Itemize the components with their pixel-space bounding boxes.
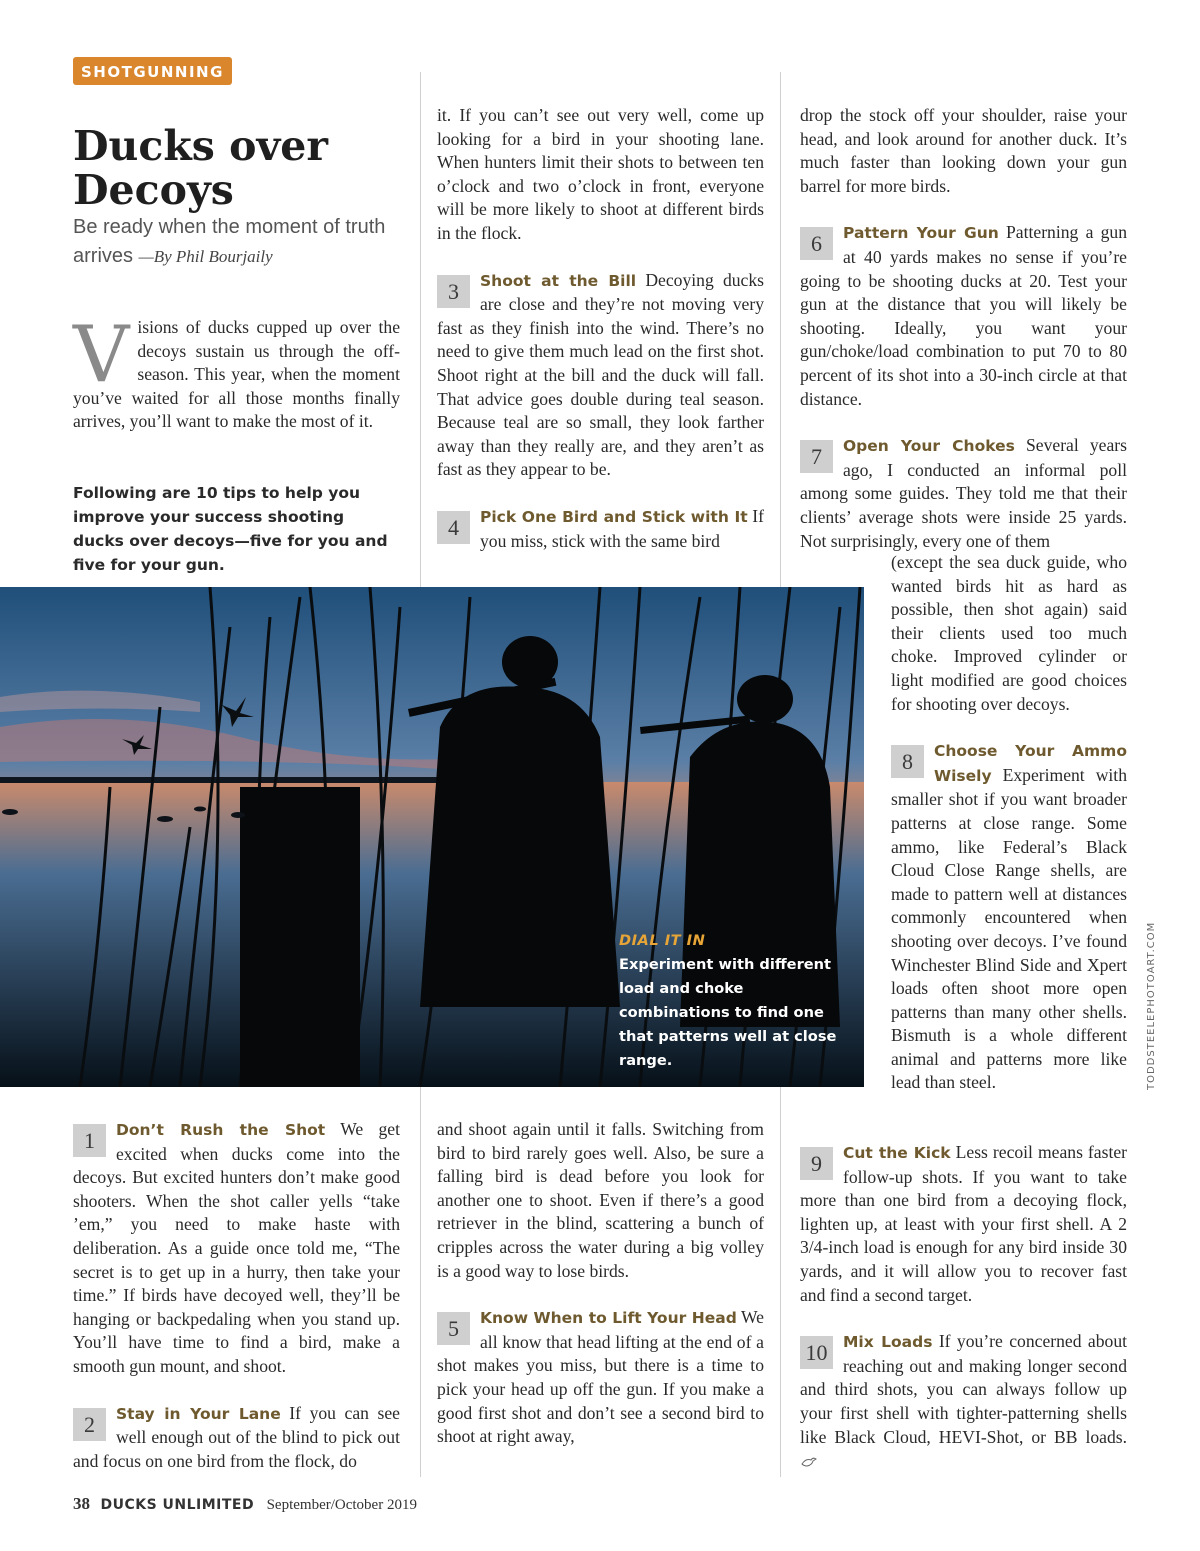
- tip-text: If you’re concerned about reaching out and making longer second and third shots, you can always follow up your first shell with tighter-patterning shells like Black Cloud, HEVI-Shot, or BB loads.: [800, 1331, 1127, 1447]
- column-3-bottom: [800, 1141, 1127, 1473]
- tip-text: Several years ago, I conducted an informal poll among some guides. They told me that their clients’ average shots were inside 25 yards. Not surprisingly, every one of them: [800, 435, 1127, 551]
- column-rule: [420, 72, 421, 587]
- tip-5: [437, 1306, 764, 1449]
- tip-text: Less recoil means faster follow-up shots. If you want to take more than one bird from a decoying flock, lighten up, at least with your first shell. A 2 3/4-inch load is enough for any bird inside 30 yards, and it will allow you to recover fast and find a second target.: [800, 1142, 1127, 1305]
- byline: —By Phil Bourjaily: [138, 247, 273, 266]
- issue-date: September/October 2019: [266, 1497, 417, 1513]
- tip-title: Shoot at the Bill: [480, 271, 637, 290]
- photo-caption: [619, 929, 851, 1073]
- tip-number: 7: [800, 440, 833, 473]
- tip-text: Decoying ducks are close and they’re not moving very fast as they finish into the wind. There’s no need to give them much lead on the first shot. Shoot right at the bill and the duck will fall. That advice goes double during teal season. Because teal are so small, they look farther away than they really are, and they aren’t as fast as they appear to be.: [437, 269, 764, 480]
- page-number: 38: [73, 1494, 90, 1513]
- tip-number: 8: [891, 745, 924, 778]
- headline: Ducks over Decoys: [73, 122, 328, 214]
- column-1-bottom: [73, 1118, 400, 1473]
- drop-cap: V: [73, 310, 130, 400]
- tip-title: Know When to Lift Your Head: [480, 1309, 737, 1328]
- tip-text: If you can see well enough out of the blind to pick out and focus on one bird from the flock, do: [73, 1402, 400, 1471]
- tip-1: [73, 1118, 400, 1379]
- tip-number: 9: [800, 1147, 833, 1180]
- tip-title: Cut the Kick: [843, 1144, 951, 1162]
- tip-title: Open Your Chokes: [843, 437, 1015, 456]
- lead-text: isions of ducks cupped up over the decoys sustain us through the off-season. This year, when the moment you’ve waited for all those months finally arrives, you’ll want to make the most of it.: [73, 317, 400, 432]
- column-3-top: [800, 104, 1127, 553]
- tip-8: [891, 739, 1127, 1095]
- continuation-text: (except the sea duck guide, who wanted birds hit as hard as possible, then shot again) said their clients used too much choke. Improved cylinder or light modified are good choices for shooting over decoys.: [891, 552, 1127, 714]
- tip-3: [437, 269, 764, 482]
- tip-number: 6: [800, 227, 833, 260]
- tip-text: If you miss, stick with the same bird: [480, 505, 764, 551]
- tip-7: [800, 434, 1127, 553]
- tip-title: Mix Loads: [843, 1333, 933, 1352]
- tip-10: [800, 1330, 1127, 1473]
- intro-bold: Following are 10 tips to help you improve your success shooting ducks over decoys—five for you and five for your gun.: [73, 484, 388, 574]
- tip-9: [800, 1141, 1127, 1307]
- deck-text: Be ready when the moment of truth arrives: [73, 216, 386, 267]
- tip-2: [73, 1402, 400, 1474]
- page-footer: [73, 1494, 417, 1514]
- continuation-text: drop the stock off your shoulder, raise your head, and look around for another duck. It’s much faster than looking down your gun barrel for more birds.: [800, 105, 1127, 196]
- section-tag: SHOTGUNNING: [73, 57, 232, 85]
- tip-text: Experiment with smaller shot if you want broader patterns at close range. Some ammo, like Federal’s Black Cloud Close Range shells, are made to pattern well at distances commonly encountered when shooting over decoys. I’ve found Winchester Blind Side and Xpert loads often shoot more open patterns than many other shells. Bismuth is a whole different animal and patterns more like lead than steel.: [891, 764, 1127, 1093]
- tip-number: 5: [437, 1312, 470, 1345]
- tip-title: Don’t Rush the Shot: [116, 1121, 326, 1139]
- magazine-name: DUCKS UNLIMITED: [100, 1497, 255, 1513]
- tip-number: 4: [437, 511, 470, 544]
- tip-text: We get excited when ducks come into the decoys. But excited hunters don’t make good shooters. When the shot caller yells “take ’em,” you need to make haste with deliberation. As a guide once told me, “The secret is to get up in a hurry, then take your time.” If birds have decoyed well, they’ll be hanging or backpedaling when you stand up. You’ll have time to find a bird, make a smooth gun mount, and shoot.: [73, 1119, 400, 1376]
- tip-title: Choose Your Ammo Wisely: [934, 742, 1127, 785]
- column-rule: [780, 1087, 781, 1477]
- deck: [73, 213, 403, 271]
- tip-number: 10: [800, 1336, 833, 1369]
- tip-text: We all know that head lifting at the end of a shot makes you miss, but there is a time to pick your head up off the gun. If you make a good first shot and don’t see a second bird to shoot at right away,: [437, 1307, 764, 1447]
- continuation-text: it. If you can’t see out very well, come up looking for a bird in your shooting lane. When hunters limit their shots to between ten o’clock and two o’clock in front, everyone will be more likely to shoot at different birds in the flock.: [437, 105, 764, 243]
- tip-number: 3: [437, 275, 470, 308]
- tip-6: [800, 221, 1127, 411]
- tip-4: [437, 505, 764, 553]
- duck-head-end-icon: [800, 1456, 818, 1468]
- tip-title: Pick One Bird and Stick with It: [480, 507, 748, 526]
- column-2-top: [437, 104, 764, 553]
- column-2-bottom: [437, 1118, 764, 1449]
- caption-text: Experiment with different load and choke combinations to find one that patterns well at close range.: [619, 956, 837, 1069]
- tip-number: 2: [73, 1408, 106, 1441]
- column-3-wrap: [891, 551, 1127, 1095]
- column-rule: [780, 72, 781, 587]
- column-rule: [420, 1087, 421, 1477]
- tip-text: Patterning a gun at 40 yards makes no sense if you’re going to be shooting ducks at 20. Test your gun at the distance that you will likely be shooting. Ideally, you want your gun/choke/load combination to put 70 to 80 percent of its shot into a 30-inch circle at that distance.: [800, 222, 1127, 409]
- tip-title: Stay in Your Lane: [116, 1404, 281, 1423]
- photo-credit: TODDSTEELEPHOTOART.COM: [1146, 921, 1157, 1090]
- tip-title: Pattern Your Gun: [843, 224, 999, 243]
- tip-number: 1: [73, 1124, 106, 1157]
- lead-paragraph: [73, 310, 400, 434]
- continuation-text: and shoot again until it falls. Switching from bird to bird rarely goes well. Also, be sure a falling bird is dead before you look for another one to shoot. Even if there’s a good retriever in the blind, scattering a bunch of cripples across the water during a big volley is a good way to lose birds.: [437, 1119, 764, 1281]
- caption-head: DIAL IT IN: [619, 932, 706, 949]
